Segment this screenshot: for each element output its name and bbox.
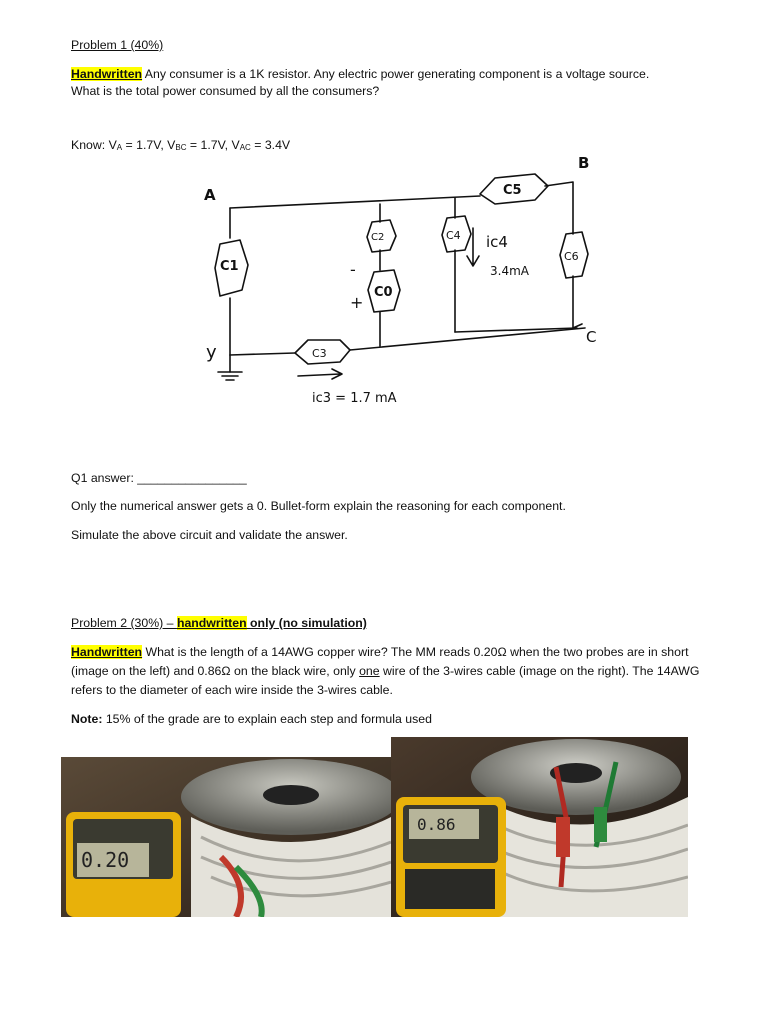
left-meter-reading: 0.20 (81, 848, 130, 872)
c5-label: C5 (503, 183, 522, 198)
q1-note-2: Simulate the above circuit and validate the answer. (71, 528, 348, 542)
node-a-label: A (204, 186, 216, 204)
circuit-diagram (190, 150, 610, 420)
c0-label: C0 (374, 285, 393, 300)
node-c-label: C (586, 328, 597, 346)
problem2-title: Problem 2 (30%) – handwritten only (no simulation) (71, 616, 367, 630)
problem1-title: Problem 1 (40%) (71, 38, 164, 52)
problem2-highlight: Handwritten (71, 645, 143, 659)
c3-label: C3 (312, 347, 327, 360)
ic3-label: ic3 = 1.7 mA (312, 391, 397, 406)
ic4-label: ic4 (486, 233, 508, 251)
q1-answer-label: Q1 answer: ________________ (71, 471, 247, 485)
known-values: Know: $V_A = 1.7V$, $V_{BC} = 1.7V$, $V_{AC} = 3.4V$ (71, 138, 291, 152)
c0-plus-sign: + (350, 293, 364, 312)
problem1-line2: What is the total power consumed by all the consumers? (71, 84, 380, 98)
problem2-title-highlight: handwritten (176, 616, 247, 630)
c4-label: C4 (446, 229, 461, 242)
problem1-line1 (71, 67, 649, 82)
node-y-label: y (206, 342, 217, 363)
c2-label: C2 (371, 232, 385, 243)
problem2-line3: refers to the diameter of each wire inside the 3-wires cable. (71, 683, 393, 697)
q1-note-1: Only the numerical answer gets a 0. Bullet-form explain the reasoning for each component. (71, 499, 566, 513)
ic4-value: 3.4mA (490, 264, 529, 278)
c1-label: C1 (220, 259, 239, 274)
node-b-label: B (578, 154, 590, 172)
c6-label: C6 (564, 250, 579, 263)
problem2-line1: Handwritten What is the length of a 14AWG copper wire? The MM reads 0.20Ω when the two probes are in short (71, 645, 689, 659)
problem2-line2: (image on the left) and 0.86Ω on the black wire, only one wire of the 3-wires cable (image on the right). The 14AWG (71, 664, 700, 678)
photo-multimeter-short (61, 757, 391, 917)
photo-multimeter-wire (391, 737, 688, 917)
problem1-highlight: Handwritten (71, 67, 143, 81)
problem2-note: Note: 15% of the grade are to explain each step and formula used (71, 712, 432, 726)
right-meter-reading: 0.86 (417, 815, 456, 834)
c0-minus-sign: - (350, 260, 356, 279)
problem1-line1-text: Any consumer is a 1K resistor. Any electric power generating component is a voltage source. (142, 67, 650, 81)
